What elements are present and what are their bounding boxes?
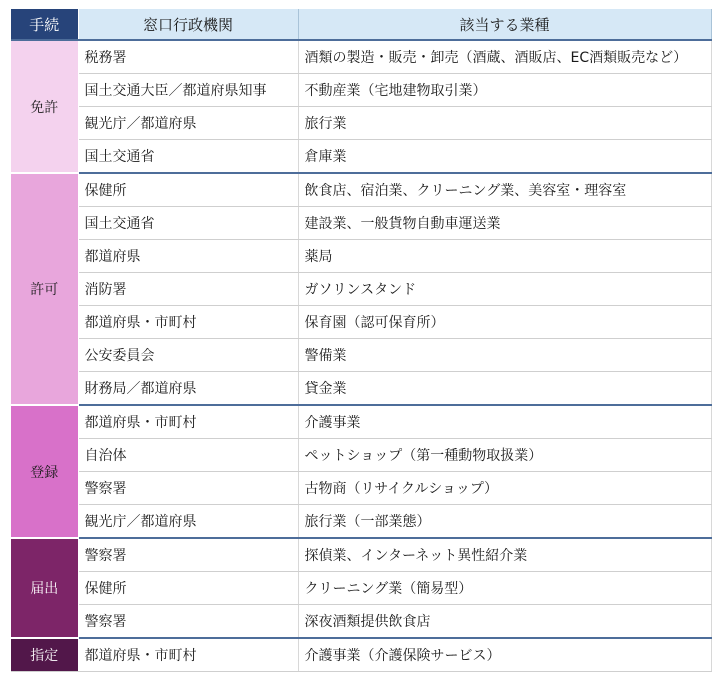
procedure-cell: 許可 — [11, 173, 78, 405]
header-procedure: 手続 — [11, 9, 78, 40]
table-row — [11, 40, 711, 74]
office-cell: 国土交通大臣／都道府県知事 — [78, 74, 298, 107]
table-row — [11, 339, 711, 372]
procedure-cell: 届出 — [11, 538, 78, 638]
header-industry: 該当する業種 — [298, 9, 711, 40]
procedure-cell: 登録 — [11, 405, 78, 538]
table-row — [11, 472, 711, 505]
table-row — [11, 107, 711, 140]
industry-cell: 古物商（リサイクルショップ） — [298, 472, 711, 505]
industry-cell: 薬局 — [298, 240, 711, 273]
table-row — [11, 505, 711, 539]
industry-cell: ペットショップ（第一種動物取扱業） — [298, 439, 711, 472]
office-cell: 警察署 — [78, 538, 298, 572]
industry-cell: 飲食店、宿泊業、クリーニング業、美容室・理容室 — [298, 173, 711, 207]
office-cell: 国土交通省 — [78, 140, 298, 174]
table-row — [11, 240, 711, 273]
industry-cell: 旅行業 — [298, 107, 711, 140]
industry-cell: 旅行業（一部業態） — [298, 505, 711, 539]
procedure-cell: 指定 — [11, 638, 78, 672]
table-row — [11, 605, 711, 639]
industry-cell: 警備業 — [298, 339, 711, 372]
office-cell: 消防署 — [78, 273, 298, 306]
industry-cell: ガソリンスタンド — [298, 273, 711, 306]
table-row — [11, 638, 711, 672]
industry-cell: 不動産業（宅地建物取引業） — [298, 74, 711, 107]
office-cell: 警察署 — [78, 605, 298, 639]
office-cell: 保健所 — [78, 173, 298, 207]
industry-cell: 貸金業 — [298, 372, 711, 406]
table-row — [11, 372, 711, 406]
table-row — [11, 207, 711, 240]
office-cell: 観光庁／都道府県 — [78, 107, 298, 140]
office-cell: 警察署 — [78, 472, 298, 505]
procedure-cell: 免許 — [11, 40, 78, 173]
table-row — [11, 74, 711, 107]
table-row — [11, 140, 711, 174]
office-cell: 公安委員会 — [78, 339, 298, 372]
industry-cell: 探偵業、インターネット異性紹介業 — [298, 538, 711, 572]
office-cell: 保健所 — [78, 572, 298, 605]
office-cell: 都道府県・市町村 — [78, 405, 298, 439]
office-cell: 都道府県 — [78, 240, 298, 273]
industry-cell: 倉庫業 — [298, 140, 711, 174]
table-row — [11, 439, 711, 472]
industry-cell: クリーニング業（簡易型） — [298, 572, 711, 605]
office-cell: 国土交通省 — [78, 207, 298, 240]
office-cell: 自治体 — [78, 439, 298, 472]
office-cell: 財務局／都道府県 — [78, 372, 298, 406]
industry-cell: 深夜酒類提供飲食店 — [298, 605, 711, 639]
header-office: 窓口行政機関 — [78, 9, 298, 40]
industry-cell: 介護事業（介護保険サービス） — [298, 638, 711, 672]
industry-cell: 介護事業 — [298, 405, 711, 439]
industry-cell: 酒類の製造・販売・卸売（酒蔵、酒販店、EC酒類販売など） — [298, 40, 711, 74]
table-body — [11, 40, 711, 672]
office-cell: 都道府県・市町村 — [78, 306, 298, 339]
table-row — [11, 273, 711, 306]
office-cell: 税務署 — [78, 40, 298, 74]
table-row — [11, 173, 711, 207]
office-cell: 観光庁／都道府県 — [78, 505, 298, 539]
office-cell: 都道府県・市町村 — [78, 638, 298, 672]
procedure-table — [11, 9, 712, 672]
table-row — [11, 306, 711, 339]
industry-cell: 建設業、一般貨物自動車運送業 — [298, 207, 711, 240]
table-row — [11, 572, 711, 605]
header-row — [11, 9, 711, 40]
table-row — [11, 538, 711, 572]
table-row — [11, 405, 711, 439]
industry-cell: 保育園（認可保育所） — [298, 306, 711, 339]
